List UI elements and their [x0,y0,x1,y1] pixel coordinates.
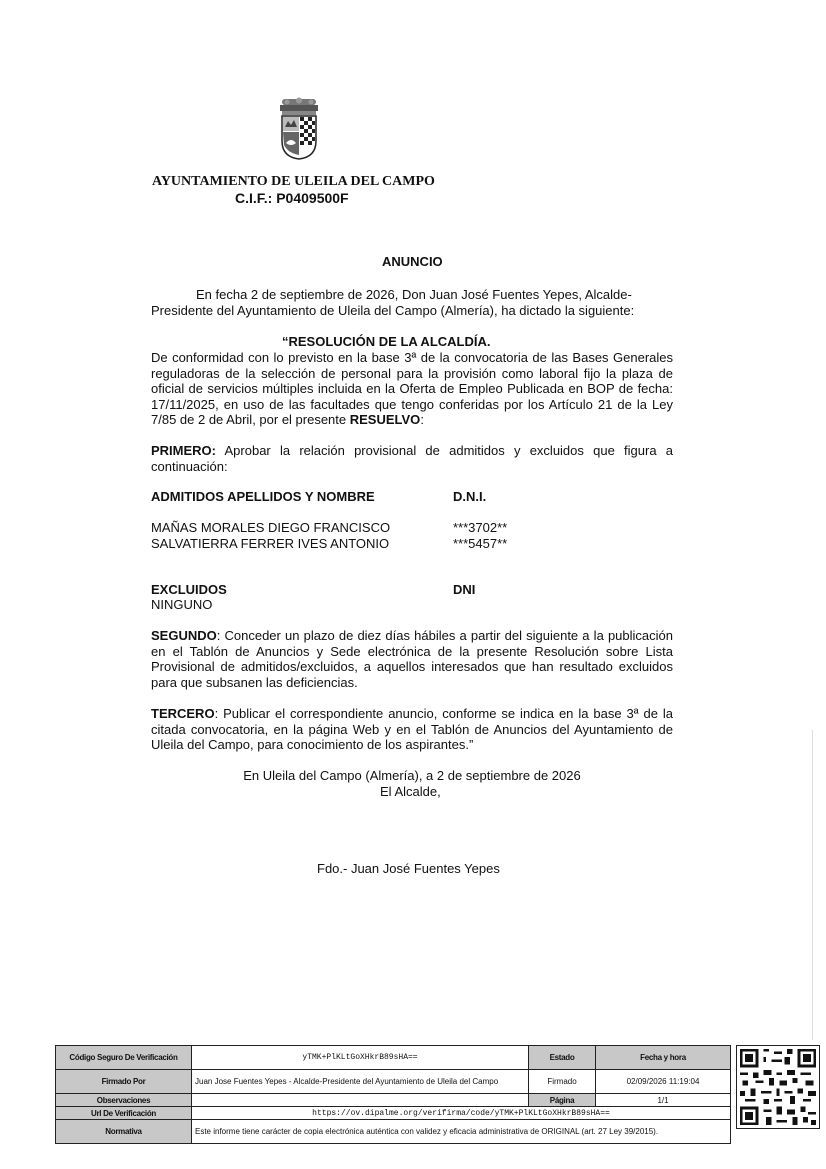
normativa-label: Normativa [56,1120,192,1144]
primero-label: PRIMERO: [151,443,216,458]
firmado-value: Juan Jose Fuentes Yepes - Alcalde-Presidente del Ayuntamiento de Uleila del Campo [192,1070,529,1094]
excluidos-value: NINGUNO [151,597,213,612]
closing-place-date: En Uleila del Campo (Almería), a 2 de septiembre de 2026 [243,768,581,783]
normativa-value: Este informe tiene carácter de copia electrónica auténtica con validez y eficacia administrativa de ORIGINAL (art. 27 Ley 39/2015). [192,1120,731,1144]
segundo-label: SEGUNDO [151,628,217,643]
admitidos-header-dni: D.N.I. [453,489,487,504]
margin-rule [812,730,813,1040]
estado-label: Estado [529,1046,596,1070]
resuelvo-label: RESUELVO [349,412,421,428]
fecha-label: Fecha y hora [596,1046,731,1070]
segundo-paragraph: SEGUNDO: Conceder un plazo de diez días hábiles a partir del siguiente a la publicación en el Tablón de Anuncios y Sede electrónica de la presente Resolución sobre Lista Provisional de admitidos/excluidos, a aquellos interesados que han resultado excluidos para que subsanen las deficiencias. [151,628,673,690]
admitido-dni: ***5457** [453,536,508,551]
resolution-body: De conformidad con lo previsto en la base 3ª de la convocatoria de las Bases Generales reguladoras de la selección de personal para la provisión como laboral fijo la plaza de oficial de servicios múltiples incluida en la Oferta de Empleo Publicada en BOP de fecha: 17/11/2025, en uso de las facultades que tengo conferidas por los Artículo 21 de la Ley 7/85 de 2 de Abril, por el presente RESUELVO: [151,350,673,428]
verification-qr-code-icon [736,1045,820,1129]
excluidos-header-name: EXCLUIDOS [151,582,227,597]
admitido-name: MAÑAS MORALES DIEGO FRANCISCO [151,520,391,535]
estado-value: Firmado [529,1070,596,1094]
intro-line-2: Presidente del Ayuntamiento de Uleila del Campo (Almería), ha dictado la siguiente: [151,303,635,318]
intro-line-1: En fecha 2 de septiembre de 2026, Don Juan José Fuentes Yepes, Alcalde- [196,287,632,302]
admitido-dni: ***3702** [453,520,508,535]
tercero-paragraph: TERCERO: Publicar el correspondiente anuncio, conforme se indica en la base 3ª de la citada convocatoria, en la página Web y en el Tablón de Anuncios del Ayuntamiento de Uleila del Campo, para conocimiento de los aspirantes.” [151,706,673,753]
excluidos-header-dni: DNI [453,582,476,597]
organization-name: AYUNTAMIENTO DE ULEILA DEL CAMPO [152,174,435,189]
primero-paragraph: PRIMERO: Aprobar la relación provisional de admitidos y excluidos que figura a continuación: [151,443,673,474]
document-title: ANUNCIO [382,254,443,269]
observaciones-label: Observaciones [56,1094,192,1107]
fecha-value: 02/09/2026 11:19:04 [596,1070,731,1094]
tercero-label: TERCERO [151,706,215,721]
csv-value: yTMK+PlKLtGoXHkrB89sHA== [192,1046,529,1070]
observaciones-value [192,1094,529,1107]
municipal-crest-icon [276,97,322,161]
firmado-label: Firmado Por [56,1070,192,1094]
verification-url-link[interactable]: https://ov.dipalme.org/verifirma/code/yTMK+PlKLtGoXHkrB89sHA== [192,1107,731,1120]
admitidos-header-name: ADMITIDOS APELLIDOS Y NOMBRE [151,489,375,504]
csv-label: Código Seguro De Verificación [56,1046,192,1070]
organization-cif: C.I.F.: P0409500F [235,190,349,206]
admitido-name: SALVATIERRA FERRER IVES ANTONIO [151,536,390,551]
pagina-value: 1/1 [596,1094,731,1107]
verification-table [55,1045,731,1144]
url-label: Url De Verificación [56,1107,192,1120]
closing-role: El Alcalde, [380,784,441,799]
pagina-label: Página [529,1094,596,1107]
resolution-title: “RESOLUCIÓN DE LA ALCALDÍA. [282,334,491,349]
signature-line: Fdo.- Juan José Fuentes Yepes [317,861,500,876]
